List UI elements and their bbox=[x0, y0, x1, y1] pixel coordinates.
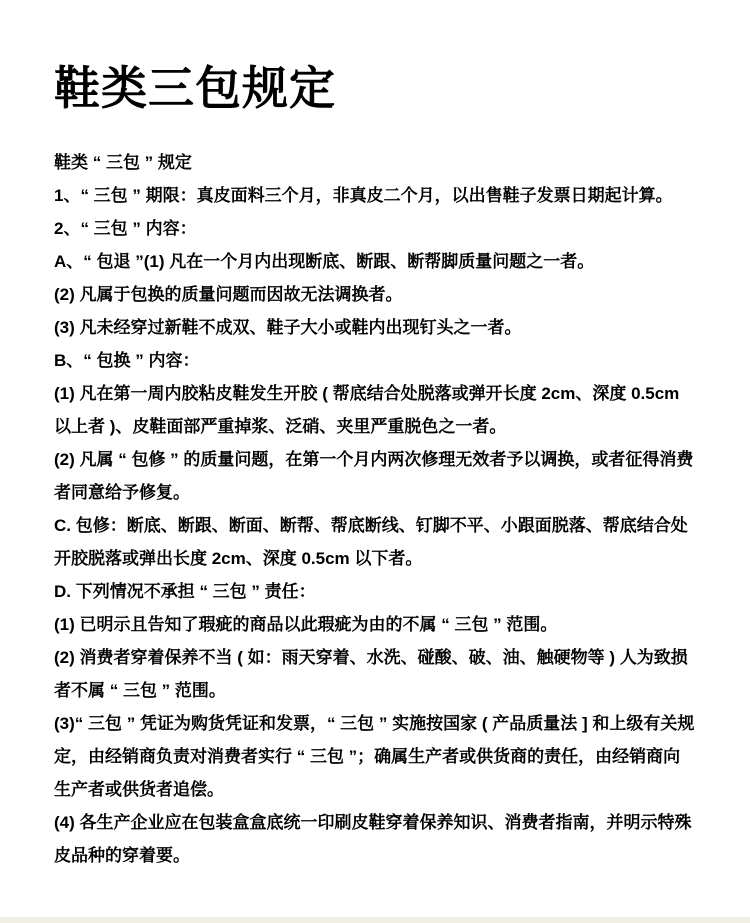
regulation-paragraph: 鞋类 “ 三包 ” 规定 bbox=[54, 153, 192, 172]
regulation-paragraph: D. 下列情况不承担 “ 三包 ” 责任： bbox=[54, 582, 316, 601]
regulation-paragraph: 1、“ 三包 ” 期限：真皮面料三个月，非真皮二个月，以出售鞋子发票日期起计算。 bbox=[54, 186, 673, 205]
regulation-paragraph: 2、“ 三包 ” 内容： bbox=[54, 219, 197, 238]
regulation-paragraph: (1) 凡在第一周内胶粘皮鞋发生开胶 ( 帮底结合处脱落或弹开长度 2cm、深度 0.5cm 以上者 )、皮鞋面部严重掉浆、泛硝、夹里严重脱色之一者。 bbox=[54, 384, 680, 436]
regulation-paragraph: C. 包修：断底、断跟、断面、断帮、帮底断线、钉脚不平、小跟面脱落、帮底结合处开胶脱落或弹出长度 2cm、深度 0.5cm 以下者。 bbox=[54, 516, 688, 568]
regulation-paragraph: (2) 凡属 “ 包修 ” 的质量问题，在第一个月内两次修理无效者予以调换，或者征得消费者同意给予修复。 bbox=[54, 450, 694, 502]
page-title: 鞋类三包规定 bbox=[54, 62, 336, 114]
regulation-paragraph: (3)“ 三包 ” 凭证为购货凭证和发票，“ 三包 ” 实施按国家 ( 产品质量法 ] 和上级有关规定，由经销商负责对消费者实行 “ 三包 ”；确属生产者或供货商的责任，由经销商向生产者或供货者追偿。 bbox=[54, 714, 695, 799]
footer-bar bbox=[0, 917, 750, 923]
regulations-body bbox=[54, 146, 696, 872]
regulation-paragraph: (3) 凡未经穿过新鞋不成双、鞋子大小或鞋内出现钉头之一者。 bbox=[54, 318, 522, 337]
regulation-paragraph: (4) 各生产企业应在包装盒盒底统一印刷皮鞋穿着保养知识、消费者指南，并明示特殊皮品种的穿着要。 bbox=[54, 813, 692, 865]
regulation-paragraph: (2) 凡属于包换的质量问题而因故无法调换者。 bbox=[54, 285, 403, 304]
regulation-paragraph: B、“ 包换 ” 内容： bbox=[54, 351, 200, 370]
regulation-paragraph: (1) 已明示且告知了瑕疵的商品以此瑕疵为由的不属 “ 三包 ” 范围。 bbox=[54, 615, 558, 634]
regulation-paragraph: A、“ 包退 ”(1) 凡在一个月内出现断底、断跟、断帮脚质量问题之一者。 bbox=[54, 252, 595, 271]
regulation-paragraph: (2) 消费者穿着保养不当 ( 如：雨天穿着、水洗、碰酸、破、油、触硬物等 ) 人为致损者不属 “ 三包 ” 范围。 bbox=[54, 648, 688, 700]
